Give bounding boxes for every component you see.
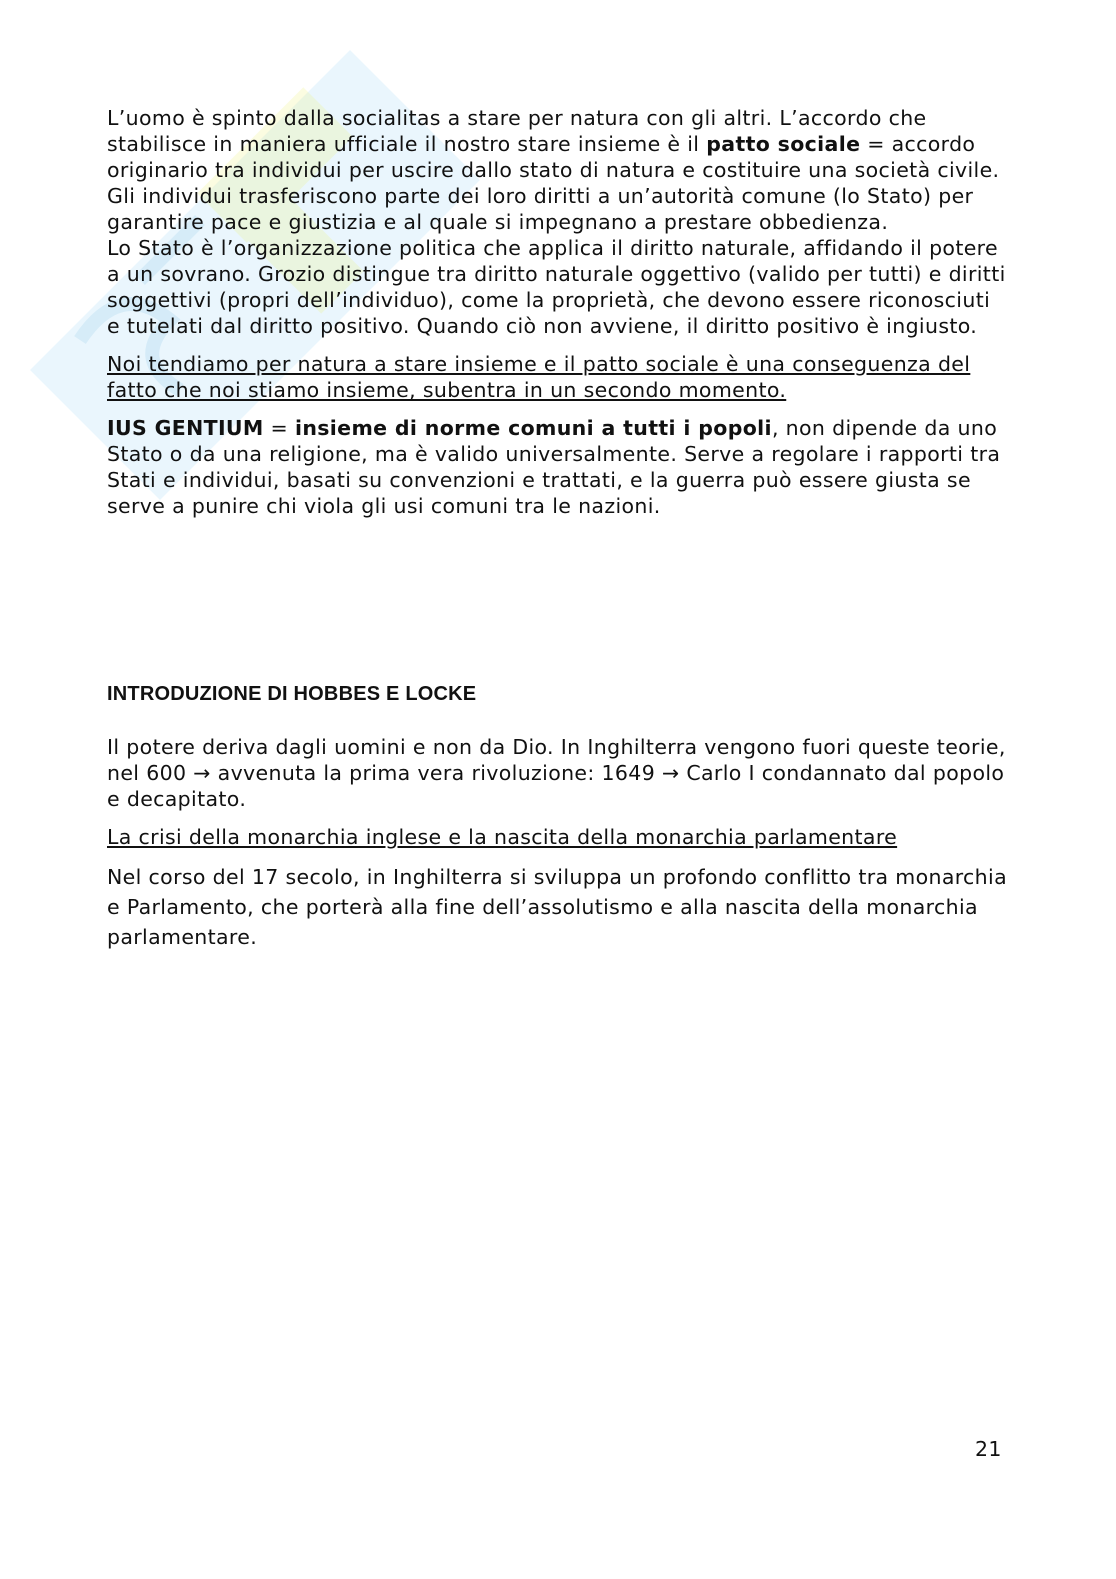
- paragraph-potere: Il potere deriva dagli uomini e non da Dio. In Inghilterra vengono fuori queste teorie, nel 600 → avvenuta la prima vera rivoluzione: 1649 → Carlo I condannato dal popolo e decapitato.: [107, 735, 1006, 811]
- paragraph-text: = accordo originario tra individui per uscire dallo stato di natura e costituire una società civile. Gli individui trasferiscono parte dei loro diritti a un’autorità comune (lo Stato) per garantire pace e giustizia e al quale si impegnano a prestare obbedienza.: [107, 132, 1000, 234]
- bold-term-patto-sociale: patto sociale: [706, 132, 861, 156]
- equals-sign: =: [263, 416, 295, 440]
- paragraph-patto-sociale: [107, 105, 1007, 235]
- underlined-note: Noi tendiamo per natura a stare insieme e il patto sociale è una conseguenza del fatto che noi stiamo insieme, subentra in un secondo momento.: [107, 352, 971, 402]
- paragraph-text: , non dipende da uno Stato o da una religione, ma è valido universalmente. Serve a regolare i rapporti tra Stati e individui, basati su convenzioni e trattati, e la guerra può essere giusta se serve a punire chi viola gli usi comuni tra le nazioni.: [107, 416, 1001, 518]
- paragraph-ius-gentium: [107, 415, 1007, 519]
- section-heading: INTRODUZIONE DI HOBBES E LOCKE: [107, 683, 477, 705]
- section-hobbes-locke: [107, 734, 1007, 952]
- bold-definition: insieme di norme comuni a tutti i popoli: [294, 416, 772, 440]
- bold-term-ius-gentium: IUS GENTIUM: [107, 416, 264, 440]
- section-socialitas: [107, 105, 1007, 519]
- paragraph-stato: Lo Stato è l’organizzazione politica che applica il diritto naturale, affidando il potere a un sovrano. Grozio distingue tra diritto naturale oggettivo (valido per tutti) e diritti soggettivi (propri dell’individuo), come la proprietà, che devono essere riconosciuti e tutelati dal diritto positivo. Quando ciò non avviene, il diritto positivo è ingiusto.: [107, 236, 1006, 338]
- underlined-subheading: La crisi della monarchia inglese e la nascita della monarchia parlamentare: [107, 825, 898, 849]
- page-number: 21: [975, 1437, 1002, 1461]
- paragraph-text: L’uomo è spinto dalla socialitas a stare per natura con gli altri. L’accordo che stabilisce in maniera ufficiale il nostro stare insieme è il: [107, 106, 927, 156]
- paragraph-conflitto: Nel corso del 17 secolo, in Inghilterra si sviluppa un profondo conflitto tra monarchia e Parlamento, che porterà alla fine dell’assolutismo e alla nascita della monarchia parlamentare.: [107, 865, 1007, 949]
